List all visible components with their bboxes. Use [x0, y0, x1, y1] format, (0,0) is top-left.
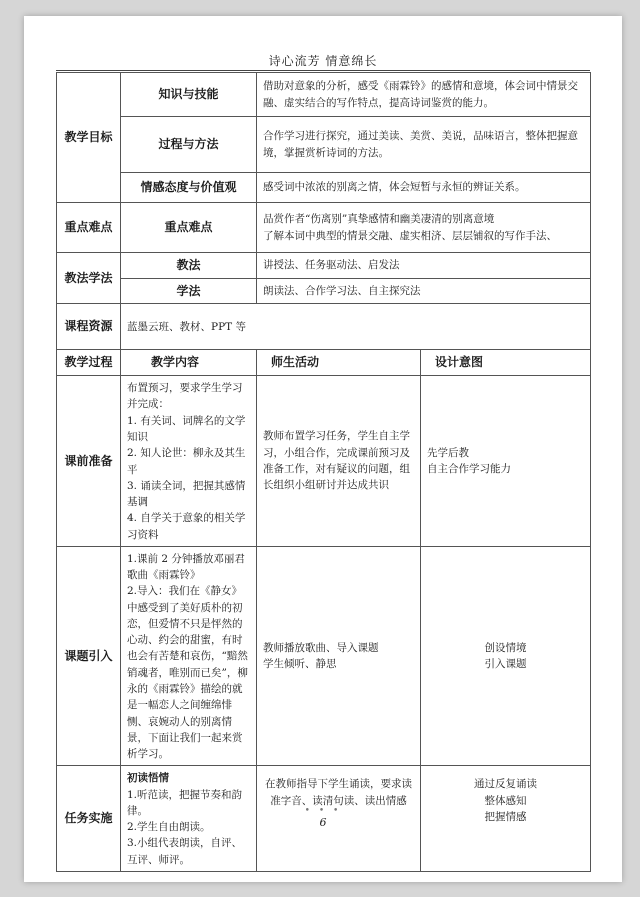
activity-line: 学生倾听、静思: [263, 658, 337, 671]
stage-content: [121, 376, 257, 547]
objective-text: 合作学习进行探究，通过美读、美赏、美说，品味语言，整体把握意境，掌握赏析诗词的方法。: [257, 117, 591, 173]
key-points-text: [257, 203, 591, 253]
intent-line: 引入课题: [484, 658, 527, 671]
key-points-label: 重点难点: [57, 203, 121, 253]
content-line: 2.学生自由朗读。: [127, 821, 211, 834]
stage-activity: 教师布置学习任务，学生自主学习，小组合作，完成课前预习及准备工作，对有疑议的问题，组长组织小组研讨并达成共识: [257, 376, 421, 547]
content-line: 1.课前 2 分钟播放邓丽君歌曲《雨霖铃》: [127, 552, 245, 582]
content-heading: 初读悟情: [127, 772, 169, 785]
content-line: 2.导入：我们在《静女》中感受到了美好质朴的初恋，但爱情不只是怦然的心动、约会的甜蜜，有时也会有苦楚和哀伤，“黯然销魂者，唯别而已矣”，柳永的《雨霖铃》描绘的就是一幅恋人之间缠绵悱恻、哀婉动人的别离情景，下面让我们一起来赏析学习。: [127, 585, 248, 761]
content-line: 1.听范读，把握节奏和韵律。: [127, 788, 243, 817]
content-line: 布置预习，要求学生学习并完成：: [127, 382, 243, 411]
stage-row: [57, 376, 591, 547]
objective-text: 感受词中浓浓的别离之情，体会短暂与永恒的辨证关系。: [257, 173, 591, 203]
teach-method-label: 教法: [121, 253, 257, 279]
intent-line: 通过反复诵读: [474, 778, 537, 791]
stage-content: [121, 546, 257, 765]
intent-line: 整体感知: [484, 794, 527, 807]
lesson-plan-table: [56, 72, 591, 872]
key-points-row: [57, 203, 591, 253]
objective-row: [57, 117, 591, 173]
methods-row: [57, 278, 591, 304]
stage-name: 课前准备: [57, 376, 121, 547]
resources-row: [57, 304, 591, 350]
document-page: [24, 16, 622, 882]
objective-text: 借助对意象的分析，感受《雨霖铃》的感情和意境，体会词中情景交融、虚实结合的写作特点，提高诗词鉴赏的能力。: [257, 73, 591, 117]
content-line: 4. 自学关于意象的相关学习资料: [127, 512, 246, 541]
objective-row: [57, 173, 591, 203]
stage-intent: [421, 546, 591, 765]
intent-line: 自主合作学习能力: [427, 463, 511, 476]
page-number: 6: [319, 816, 327, 829]
objective-name: 知识与技能: [121, 73, 257, 117]
stage-name: 任务实施: [57, 766, 121, 872]
stage-row: [57, 546, 591, 765]
learn-method-label: 学法: [121, 278, 257, 304]
objective-row: [57, 73, 591, 117]
objective-name: 情感态度与价值观: [121, 173, 257, 203]
intent-line: 先学后教: [427, 446, 469, 459]
process-header-row: [57, 350, 591, 376]
resources-label: 课程资源: [57, 304, 121, 350]
intent-line: 创设情境: [484, 641, 527, 654]
methods-row: [57, 253, 591, 279]
resources-text: 蓝墨云班、教材、PPT 等: [121, 304, 591, 350]
key-point-line: 了解本词中典型的情景交融、虚实相济、层层铺叙的写作手法、: [263, 229, 557, 242]
key-points-sublabel: 重点难点: [121, 203, 257, 253]
header-rule: [56, 70, 590, 71]
learn-method-text: 朗读法、合作学习法、自主探究法: [257, 278, 591, 304]
process-header-content: 教学内容: [121, 350, 257, 376]
objective-name: 过程与方法: [121, 117, 257, 173]
activity-line: 教师播放歌曲、导入课题: [263, 641, 379, 654]
process-header-intent: 设计意图: [421, 350, 591, 376]
stage-name: 课题引入: [57, 546, 121, 765]
page-header-title: 诗心流芳 情意绵长: [268, 54, 378, 68]
content-line: 1. 有关词、词牌名的文学知识: [127, 414, 246, 443]
process-header-activity: 师生活动: [257, 350, 421, 376]
methods-label: 教法学法: [57, 253, 121, 304]
objectives-label: 教学目标: [57, 73, 121, 203]
footer-dots: • • •: [304, 806, 342, 816]
intent-line: 把握情感: [484, 810, 527, 823]
teach-method-text: 讲授法、任务驱动法、启发法: [257, 253, 591, 279]
stage-activity: [257, 546, 421, 765]
content-line: 2. 知人论世：柳永及其生平: [127, 447, 246, 476]
key-point-line: 品赏作者“伤离别”真挚感情和幽美凄清的别离意境: [263, 213, 495, 226]
content-line: 3.小组代表朗读，自评、互评、师评。: [127, 837, 243, 866]
stage-activity: 在教师指导下学生诵读，要求读准字音、读清句读、读出情感: [257, 766, 421, 872]
stage-intent: [421, 376, 591, 547]
content-line: 3. 诵读全词，把握其感情基调: [127, 479, 246, 509]
process-header-stage: 教学过程: [57, 350, 121, 376]
